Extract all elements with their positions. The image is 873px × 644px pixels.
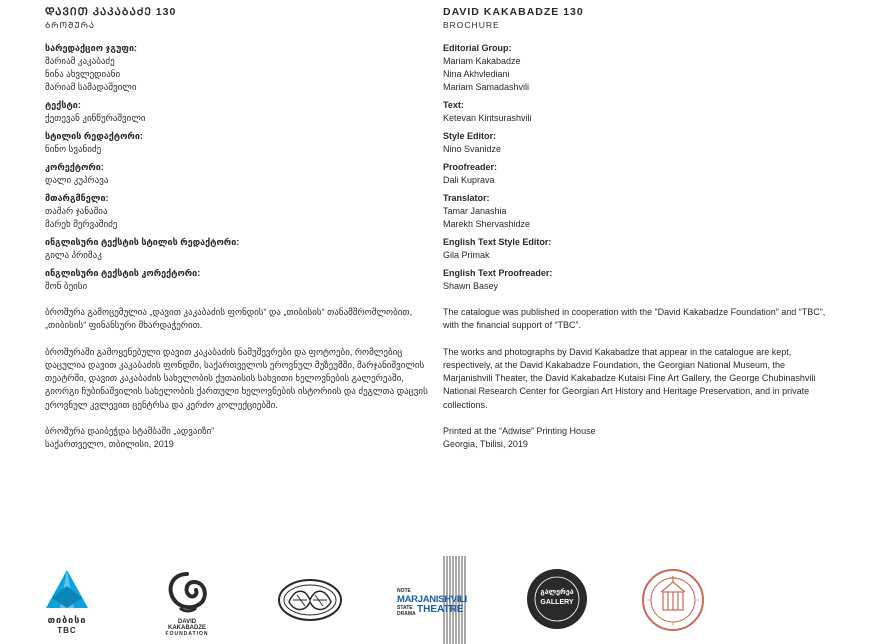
en-credit-proofreader: Proofreader: Dali Kuprava: [443, 162, 498, 185]
ka-credit-en-style-editor: ინგლისური ტექსტის სტილის რედაქტორი: გილა პრიმაკ: [45, 237, 240, 260]
foundation-emblem-icon: [160, 570, 214, 614]
en-place-year: Georgia, Tbilisi, 2019: [443, 439, 528, 450]
ka-publication-note: ბროშურა გამოცემულია „დავით კაკაბაძის ფონდის“ და „თიბისის“ თანამშრომლობით, „თიბისის“ ფინანსური მხარდაჭერით.: [45, 307, 413, 331]
ka-credit-en-proofreader: ინგლისური ტექსტის კორექტორი: შონ ბეისი: [45, 268, 201, 291]
en-credit-editorial: Editorial Group: Mariam Kakabadze Nina Akhvlediani Mariam Samadashvili: [443, 43, 530, 92]
ka-place-year: საქართველო, თბილისი, 2019: [45, 439, 174, 450]
ka-credit-editorial: სარედაქციო ჯგუფი: მარიამ კაკაბაძე ნინა ახვლედიანი მარიამ სამადაშვილი: [45, 43, 138, 92]
ka-imprint: [45, 425, 435, 452]
ka-title: ᲓᲐᲕᲘᲗ ᲙᲐᲙᲐᲑᲐᲫᲔ 130: [45, 6, 177, 18]
en-credit-style-editor: Style Editor: Nino Svanidze: [443, 131, 502, 154]
national-museum-seal-logo: [277, 578, 343, 622]
tbc-logo: თიბისი TBC: [44, 568, 90, 634]
research-center-seal-icon: [641, 568, 705, 632]
en-subtitle: BROCHURE: [443, 20, 500, 30]
ka-printed-at: ბროშურა დაიბეჭდა სტამბაში „ადვაიზი“: [45, 426, 215, 437]
chubinashvili-center-seal-logo: [641, 568, 705, 632]
partner-logos: [0, 552, 873, 644]
en-credit-text: Text: Ketevan Kintsurashvili: [443, 100, 532, 123]
museum-seal-icon: [277, 578, 343, 622]
en-imprint: [443, 425, 828, 452]
en-collections-note: The works and photographs by David Kakabadze that appear in the catalogue are kept, respectively, at the David Kakabadze Foundation, the Georgian National Museum, the Marjanishvili Theater, the David Kakabadze Kutaisi Fine Art Gallery, the George Chubinashvili National Research Center for Georgian Art History and Heritage Preservation, and in private collections.: [443, 346, 816, 410]
georgian-column: [45, 6, 435, 452]
en-credit-en-style-editor: English Text Style Editor: Gila Primak: [443, 237, 552, 260]
english-column: [443, 6, 828, 452]
ka-credit-text: ტექსტი: ქეთევან კინწურაშვილი: [45, 100, 146, 123]
kakabadze-foundation-logo: DAVID KAKABADZE FOUNDATION: [160, 570, 214, 630]
en-publication-note: The catalogue was published in cooperation with the “David Kakabadze Foundation” and “TBC”, with the financial support of “TBC”.: [443, 307, 826, 331]
en-credit-en-proofreader: English Text Proofreader: Shawn Basey: [443, 268, 553, 291]
ka-collections-note: ბროშურაში გამოყენებული დავით კაკაბაძის ნამუშევრები და ფოტოები, რომლებიც დაცულია დავით კაკაბაძის ფონდში, საქართველოს ეროვნულ მუზეუმში, მარჯანიშვილის თეატრში, დავით კაკაბაძის სახელობის ქუთაისის სახვითი ხელოვნების გალერეაში, გიორგი ჩუბინაშვილის სახელობის ქართული ხელოვნების ისტორიის და ძეგლთა დაცვის ეროვნულ კვლევით ცენტრსა და კერძო კოლექციებში.: [45, 346, 428, 410]
en-credit-translator: Translator: Tamar Janashia Marekh Shervashidze: [443, 193, 531, 229]
tbc-mountain-icon: [44, 568, 90, 612]
ka-credit-translator: მთარგმნელი: თამარ ჯანაშია მარეხ შერვაშიძე: [45, 193, 118, 229]
ka-subtitle: ᲑᲠᲝᲨᲣᲠᲐ: [45, 20, 96, 30]
ka-credit-style-editor: სტილის რედაქტორი: ნინო სვანიძე: [45, 131, 143, 154]
kutaisi-gallery-logo: გალერეა GALLERY: [526, 568, 588, 630]
en-title: DAVID KAKABADZE 130: [443, 6, 584, 18]
en-credits: [443, 42, 828, 293]
en-printed-at: Printed at the “Adwise” Printing House: [443, 426, 596, 437]
marjanishvili-theatre-logo: NOTE MARJANISHVILI STATE DRAMA THEATRE: [397, 556, 473, 644]
ka-credit-proofreader: კორექტორი: დალი კუპრავა: [45, 162, 109, 185]
ka-credits: [45, 42, 435, 293]
